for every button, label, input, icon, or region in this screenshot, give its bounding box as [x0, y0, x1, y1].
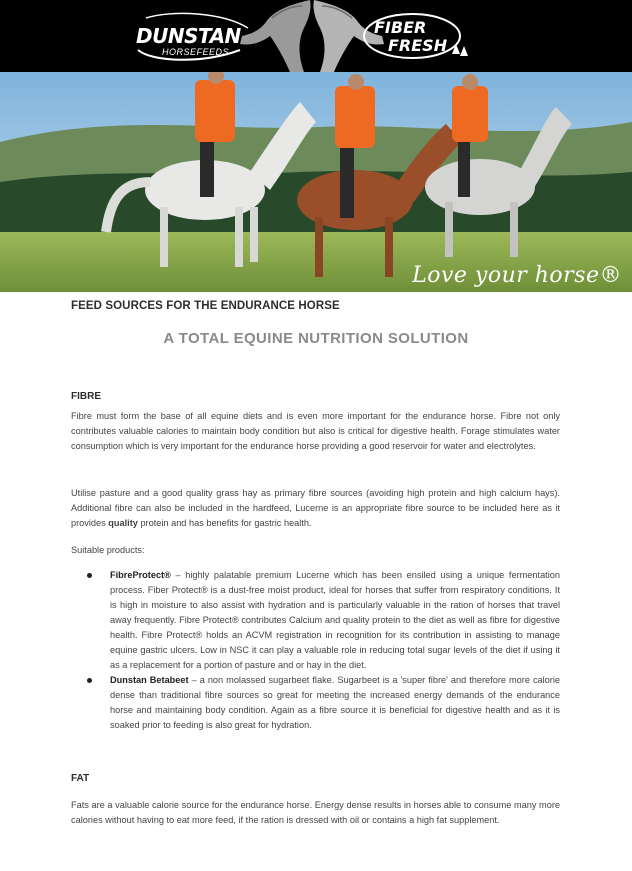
brand-right-line2: FRESH [388, 36, 448, 55]
endurance-riders-photo [0, 72, 632, 292]
product-description: – a non molassed sugarbeet flake. Sugarbeet is a 'super fibre' and therefore more calorie dense than traditional fibre sources so great for meeting the increased energy demands of the endurance horse and maintaining body condition. Again as a fibre source it is beneficial for digestive health and as it is soaked prior to feeding is also great for hydration. [110, 675, 561, 730]
fibre-paragraph-1: Fibre must form the base of all equine diets and is even more important for the endurance horse. Fibre not only contributes valuable calories to maintain body condition but also is critical for digestive health. Forage stimulates water consumption which is very important for the endurance horse providing a good reservoir for water and electrolytes. [71, 411, 560, 451]
fibre-para2-text-b: protein and has benefits for gastric health. [137, 518, 312, 528]
product-name: FibreProtect® [110, 570, 171, 580]
photo-scene [0, 72, 632, 292]
fat-heading: FAT [71, 773, 90, 784]
brand-header [0, 0, 632, 72]
brand-left-name: DUNSTAN [136, 24, 241, 48]
love-your-horse-tagline: Love your horse® [412, 263, 622, 288]
product-description: – highly palatable premium Lucerne which has been ensiled using a unique fermentation process. Fiber Protect® is a dust-free moist product, ideal for horses that suffer from respiratory conditions. It is high in moisture to also assist with hydration and is particularly valuable in the ration of horses that travel away frequently. Fibre Protect® contributes Calcium and quality protein to the diet as well as fibre for digestive health. Fibre Protect® holds an ACVM registration in recognition for its contribution in assisting to manage equine gastric ulcers. Low in NSC it can play a valuable role in reducing total sugar levels of the diet if using it as a replacement for a portion of pasture and or hay in the diet. [110, 570, 560, 670]
document-heading: FEED SOURCES FOR THE ENDURANCE HORSE [71, 300, 340, 312]
product-list [87, 568, 560, 733]
bullet-icon [87, 573, 92, 578]
product-name: Dunstan Betabeet [110, 675, 189, 685]
list-item [87, 673, 560, 733]
fat-paragraph-1: Fats are a valuable calorie source for the endurance horse. Energy dense results in horses able to consume many more calories without having to eat more feed, if the ration is dressed with oil or contains a high fat supplement. [71, 800, 560, 825]
list-item [87, 568, 560, 673]
brand-left-sub: HORSEFEEDS [162, 47, 230, 57]
fiber-fresh-logo [360, 8, 470, 66]
fibre-para2-bold: quality [108, 518, 138, 528]
brand-right-line1: FIBER [374, 18, 427, 37]
suitable-products-label: Suitable products: [71, 545, 145, 555]
document-title: A TOTAL EQUINE NUTRITION SOLUTION [163, 330, 469, 347]
fibre-heading: FIBRE [71, 391, 101, 402]
bullet-icon [87, 678, 92, 683]
fibre-paragraph-2 [71, 486, 560, 531]
fibre-para2-text-a: Utilise pasture and a good quality grass hay as primary fibre sources (avoiding high protein and high calcium hays). Additional fibre can also be included in the hardfeed, Lucerne is an appropriate fibre source to be included here as it provides [71, 488, 560, 528]
